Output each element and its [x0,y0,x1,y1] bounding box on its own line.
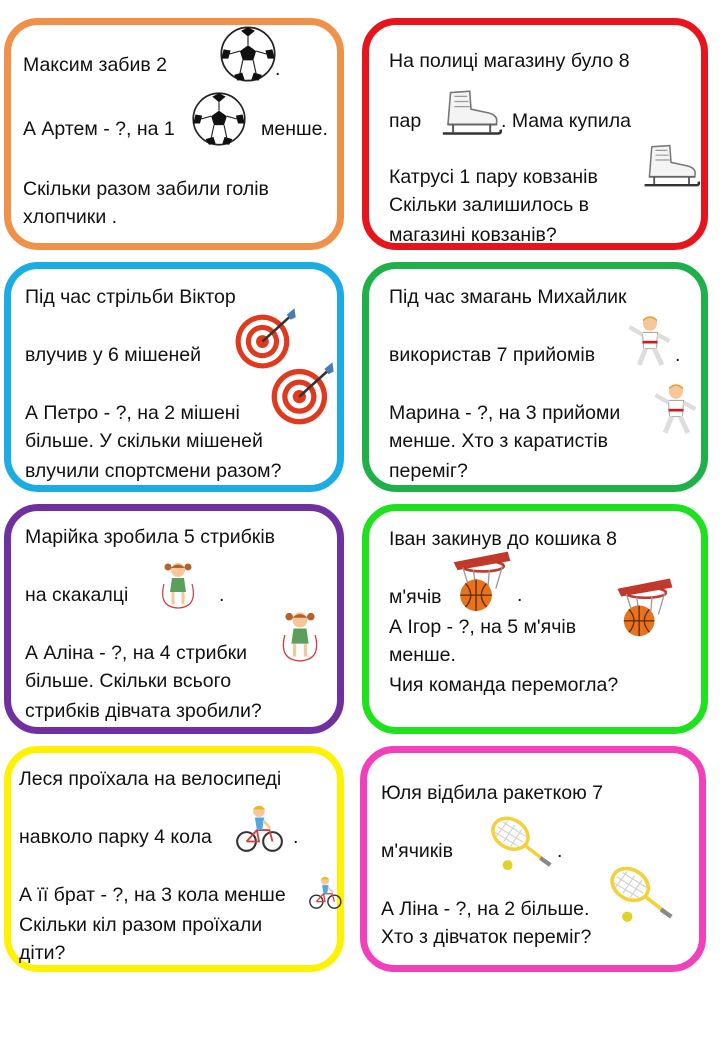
task-text-line: . Мама купила [501,110,631,132]
soccer-ball-icon [191,91,247,147]
task-card-tennis [360,746,706,972]
task-card-jump-rope [4,504,344,734]
task-card-karate [362,262,708,492]
task-text-line: Скільки кіл разом проїхали [19,914,263,936]
task-text-line: Чия команда перемогла? [389,674,619,696]
jump-rope-girl-icon [153,551,203,617]
task-text-line: . [675,344,681,366]
task-card-skates [362,18,708,250]
task-text-line: . [275,58,281,80]
task-text-line: магазині ковзанів? [389,224,557,246]
task-text-line: На полиці магазину було 8 [389,50,630,72]
task-text-line: Під час змагань Михайлик [389,286,627,308]
task-text-line: . [219,584,225,606]
karate-kid-icon [623,309,677,371]
task-card-bicycle [4,746,344,972]
task-text-line: Скільки разом забили голів [23,178,269,200]
basketball-hoop-icon [611,575,675,641]
task-text-line: Під час стрільби Віктор [25,286,236,308]
task-text-line: Катрусі 1 пару ковзанів [389,166,598,188]
task-text-line: Іван закинув до кошика 8 [389,528,617,550]
jump-rope-girl-icon [273,599,327,671]
task-text-line: А Ліна - ?, на 2 більше. [381,898,590,920]
tennis-racket-icon [483,811,555,875]
task-text-line: Максим забив 2 [23,54,167,76]
karate-kid-icon [649,375,703,441]
task-text-line: А Ігор - ?, на 5 м'ячів [389,616,577,638]
task-text-line: менше. [261,118,328,140]
task-text-line: Скільки залишилось в [389,194,590,216]
task-text-line: менше. Хто з каратистів [389,430,608,452]
cyclist-icon [307,869,343,917]
task-text-line: . [293,826,299,848]
task-text-line: діти? [19,942,66,964]
soccer-ball-icon [219,25,277,83]
task-text-line: на скакалці [25,584,129,606]
task-text-line: Хто з дівчаток переміг? [381,926,592,948]
task-text-line: навколо парку 4 кола [19,826,212,848]
task-text-line: А Петро - ?, на 2 мішені [25,402,240,424]
task-text-line: використав 7 прийомів [389,344,596,366]
task-text-line: більше. У скільки мішеней [25,430,263,452]
task-card-goals [4,18,344,250]
task-text-line: більше. Скільки всього [25,670,232,692]
task-text-line: А Артем - ?, на 1 [23,118,175,140]
task-text-line: . [557,840,563,862]
tennis-racket-icon [599,861,679,927]
task-text-line: Марійка зробила 5 стрибків [25,526,276,548]
task-text-line: А її брат - ?, на 3 кола менше [19,884,286,906]
cyclist-icon [233,799,285,859]
task-text-line: . [517,584,523,606]
task-text-line: Юля відбила ракеткою 7 [381,782,604,804]
task-text-line: стрибків дівчата зробили? [25,700,262,722]
task-text-line: м'ячиків [381,840,453,862]
ice-skate-icon [641,141,701,191]
ice-skate-icon [439,87,503,139]
task-card-targets [4,262,344,492]
task-text-line: хлопчики . [23,206,118,228]
task-text-line: Марина - ?, на 3 прийоми [389,402,621,424]
task-card-basketball [362,504,708,734]
task-text-line: влучили спортсмени разом? [25,460,282,482]
target-icon [269,361,335,427]
task-text-line: менше. [389,644,456,666]
task-text-line: Леся проїхала на велосипеді [19,768,282,790]
task-text-line: м'ячів [389,586,442,608]
task-text-line: пар [389,110,422,132]
basketball-hoop-icon [447,549,513,615]
task-text-line: влучив у 6 мішеней [25,344,202,366]
task-text-line: переміг? [389,460,468,482]
task-text-line: А Аліна - ?, на 4 стрибки [25,642,248,664]
